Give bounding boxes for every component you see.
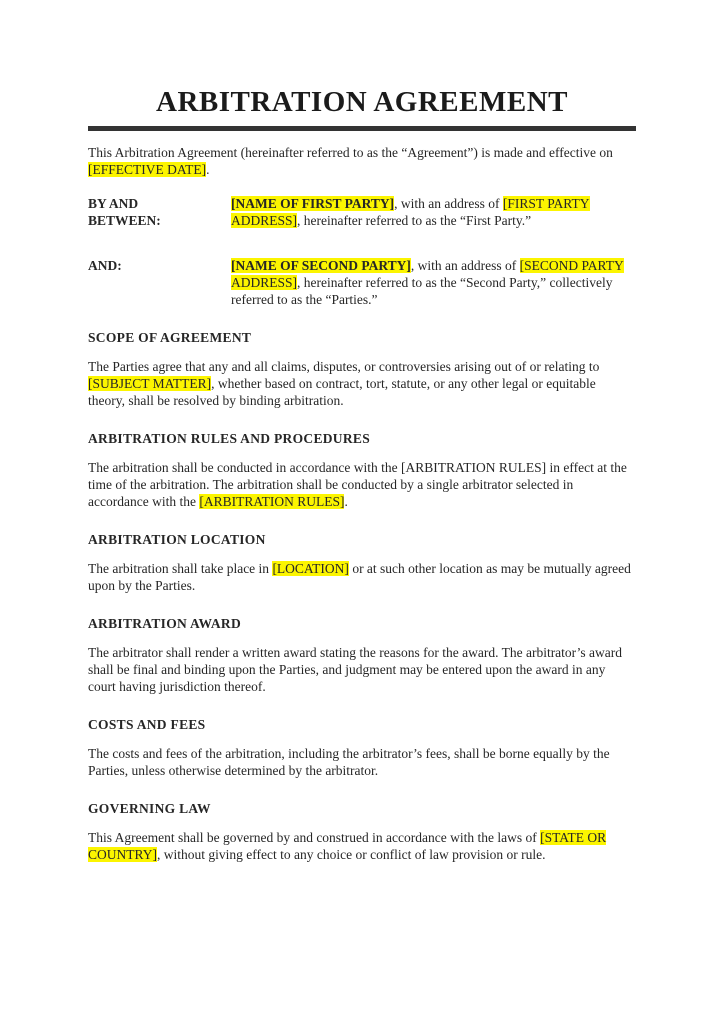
section-heading: SCOPE OF AGREEMENT (88, 330, 252, 345)
party-row (88, 195, 636, 229)
section-paragraph (88, 358, 636, 409)
text-run: . (344, 494, 348, 509)
text-run: The arbitrator shall render a written award stating the reasons for the award. The arbitrator’s award shall be final and binding upon the Parties, and judgment may be entered upon the award in any court having jurisdiction thereof. (88, 645, 623, 694)
text-run: , with an address of (410, 258, 520, 273)
section-heading: GOVERNING LAW (88, 801, 211, 816)
placeholder-highlight: [FIRST PARTY ADDRESS] (231, 196, 590, 228)
section-paragraph (88, 459, 636, 510)
text-run: The arbitration shall take place in (88, 561, 273, 576)
placeholder-highlight: [SECOND PARTY ADDRESS] (231, 258, 624, 290)
party-label-text: BY AND BETWEEN: (88, 196, 161, 228)
agreement-section (88, 531, 636, 594)
agreement-section (88, 716, 636, 779)
text-run: , with an address of (394, 196, 503, 211)
section-paragraph (88, 829, 636, 863)
text-run: or at such other location as may be mutually agreed upon by the Parties. (88, 561, 631, 593)
placeholder-highlight: [NAME OF SECOND PARTY] (231, 258, 411, 273)
text-run: , hereinafter referred to as the “Second Party,” collectively referred to as the “Parties.” (231, 275, 613, 307)
title-double-rule (88, 126, 636, 131)
party-row (88, 257, 636, 308)
text-run: This Arbitration Agreement (hereinafter referred to as the “Agreement”) is made and effective on (88, 145, 613, 160)
agreement-section (88, 800, 636, 863)
placeholder-highlight: [ARBITRATION RULES] (199, 494, 345, 509)
section-paragraph (88, 644, 636, 695)
agreement-section (88, 430, 636, 510)
text-run: . (206, 162, 210, 177)
placeholder-highlight: [STATE OR COUNTRY] (88, 830, 607, 862)
placeholder-highlight: [EFFECTIVE DATE] (88, 162, 207, 177)
section-heading: COSTS AND FEES (88, 717, 206, 732)
intro-paragraph (88, 144, 636, 178)
party-label-text: AND: (88, 258, 122, 273)
text-run: The Parties agree that any and all claims, disputes, or controversies arising out of or relating to (88, 359, 600, 374)
text-run: The arbitration shall be conducted in accordance with the [ARBITRATION RULES] in effect at the time of the arbitration. The arbitration shall be conducted by a single arbitrator selected in accordance with the (88, 460, 627, 509)
text-run: , without giving effect to any choice or conflict of law provision or rule. (157, 847, 546, 862)
placeholder-highlight: [NAME OF FIRST PARTY] (231, 196, 395, 211)
parties-block (88, 195, 636, 308)
document-title: ARBITRATION AGREEMENT (156, 86, 568, 118)
text-run: , hereinafter referred to as the “First Party.” (297, 213, 532, 228)
sections-block (88, 329, 636, 863)
text-run: , whether based on contract, tort, statute, or any other legal or equitable theory, shall be resolved by binding arbitration. (88, 376, 596, 408)
agreement-section (88, 615, 636, 695)
placeholder-highlight: [SUBJECT MATTER] (88, 376, 212, 391)
section-paragraph (88, 745, 636, 779)
party-label (88, 257, 231, 308)
party-paragraph (231, 257, 636, 308)
placeholder-highlight: [LOCATION] (272, 561, 349, 576)
section-heading: ARBITRATION LOCATION (88, 532, 266, 547)
section-heading: ARBITRATION AWARD (88, 616, 241, 631)
text-run: The costs and fees of the arbitration, including the arbitrator’s fees, shall be borne equally by the Parties, unless otherwise determined by the arbitrator. (88, 746, 610, 778)
agreement-section (88, 329, 636, 409)
party-paragraph (231, 195, 636, 229)
text-run: This Agreement shall be governed by and construed in accordance with the laws of (88, 830, 541, 845)
party-label (88, 195, 231, 229)
section-heading: ARBITRATION RULES AND PROCEDURES (88, 431, 371, 446)
section-paragraph (88, 560, 636, 594)
